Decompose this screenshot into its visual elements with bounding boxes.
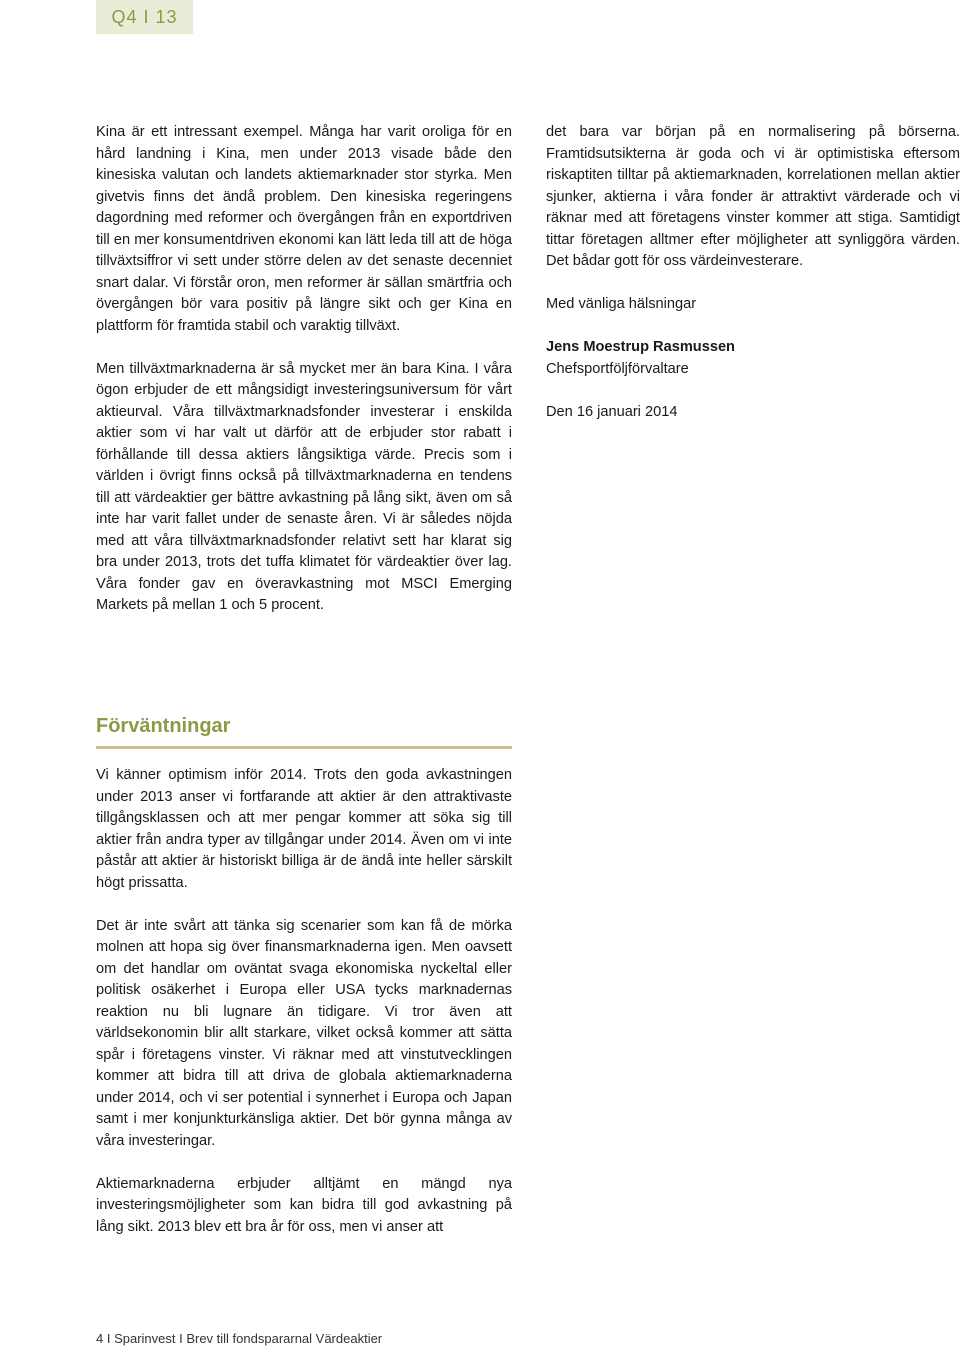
- closing-greeting: Med vänliga hälsningar: [546, 296, 697, 312]
- letter-date: Den 16 januari 2014: [546, 403, 678, 420]
- body-paragraph: Kina är ett intressant exempel. Många har varit oroliga för en hård landning i Kina, men under 2013 visade både den kinesiska valutan och landets aktiemarknader stor styrka. Men givetvis finns det ändå problem. Den kinesiska regeringens dagordning med reformer och övergången från en exportdriven till en mer konsumentdriven ekonomi kan lätt leda till att de höga tillväxtsiffror vi sett under större delen av det senaste decenniet snart dalar. Vi förstår oron, men reformer är sällan smärtfria och övergången bör vara positiv på längre sikt och ger Kina en plattform för framtida stabil och varaktig tillväxt.: [96, 124, 512, 334]
- body-paragraph: Vi känner optimism inför 2014. Trots den goda avkastningen under 2013 anser vi fortfarande att aktier är den attraktivaste tillgångsklassen och att mer pengar kommer att söka sig till aktier från andra typer av tillgångar under 2014. Även om vi inte påstår att aktier är historiskt billiga är de ändå inte heller särskilt högt prissatta.: [96, 767, 512, 891]
- section-heading: Förväntningar: [96, 712, 512, 749]
- signer-title: Chefsportföljförvaltare: [546, 360, 689, 377]
- body-paragraph: Det är inte svårt att tänka sig scenarier som kan få de mörka molnen att hopa sig över finansmarknaderna igen. Men oavsett om det handlar om oväntat svaga ekonomiska nyckeltal eller politisk osäkerhet i Europa eller USA tycks marknadernas reaktion nu bli lugnare än tidigare. Vi tror även att världsekonomin blir allt starkare, vilket också kommer att sätta spår i företagens vinster. Vi räknar med att vinstutvecklingen kommer att bidra till att driva de globala aktiemarknaderna under 2014, och vi ser potential i synnerhet i Europa och Japan samt i mer konjunkturkänsliga aktier. Det bör gynna många av våra investeringar.: [96, 917, 512, 1149]
- period-label: Q4 I 13: [96, 0, 193, 34]
- signer-name: Jens Moestrup Rasmussen: [546, 339, 735, 355]
- left-column: [96, 122, 512, 638]
- body-paragraph: det bara var början på en normalisering på börserna. Framtidsutsikterna är goda och vi är optimistiska eftersom riskaptiten tilltar på aktiemarknaden, korrelationen mellan aktier sjunker, aktierna i våra fonder är attraktivt värderade och vi räknar med att företagens vinster kommer att stiga. Samtidigt tittar företagen alltmer efter möjligheter att synliggöra värden. Det bådar gott för oss värdeinvesterare.: [546, 124, 960, 269]
- right-column: [546, 122, 960, 423]
- section-body: [96, 765, 512, 1238]
- expectations-section: [96, 712, 512, 1260]
- page-footer: 4 I Sparinvest I Brev till fondspararnal Värdeaktier: [96, 1331, 383, 1346]
- body-paragraph: Aktiemarknaderna erbjuder alltjämt en mängd nya investeringsmöjligheter som kan bidra till god avkastning på lång sikt. 2013 blev ett bra år för oss, men vi anser att: [96, 1175, 512, 1235]
- body-paragraph: Men tillväxtmarknaderna är så mycket mer än bara Kina. I våra ögon erbjuder de ett mångsidigt investeringsuniversum för vårt aktieurval. Våra tillväxtmarknadsfonder investerar i enskilda aktier som vi har valt ut därför att de erbjuder stor rabatt i förhållande till dessa aktiers långsiktiga värde. Precis som i världen i övrigt finns också på tillväxtmarknaderna en tendens till att värdeaktier ger bättre avkastning på lång sikt, även om så inte har varit fallet under de senaste åren. Vi är således nöjda med att våra tillväxtmarknadsfonder relativt sett har klarat sig bra under 2013, trots det tuffa klimatet för värdeaktier över lag. Våra fonder gav en överavkastning mot MSCI Emerging Markets på mellan 1 och 5 procent.: [96, 360, 512, 613]
